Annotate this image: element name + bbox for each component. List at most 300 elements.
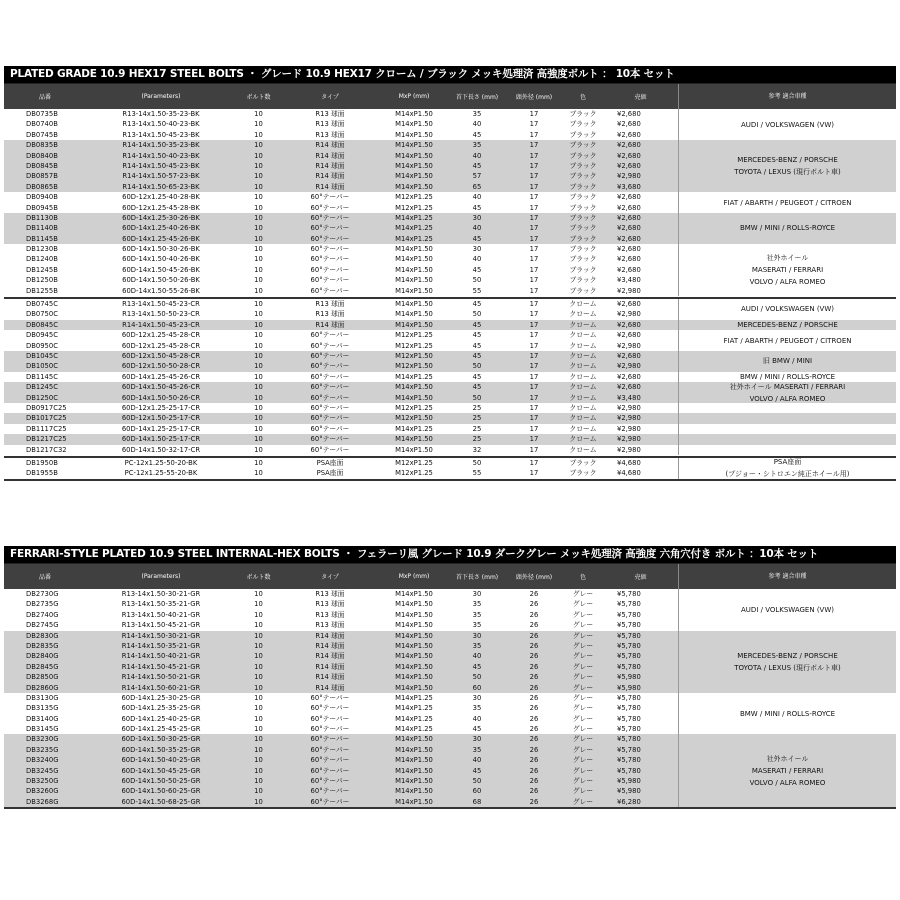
cell-part-number: DB0745C [26, 300, 58, 309]
cell-seat-type: 60°テーパー [310, 245, 350, 254]
cell-parameters: 60D-14x1.25-35-25-GR [121, 704, 201, 713]
vehicle-group [4, 382, 896, 403]
cell-hex-size: 26 [529, 714, 539, 723]
cell-length: 25 [472, 435, 482, 444]
cell-thread: M14xP1.25 [395, 234, 433, 243]
cell-parameters: 60D-14x1.25-40-26-BK [122, 224, 200, 233]
cell-hex-size: 17 [529, 224, 539, 233]
cell-finish-color: ブラック [569, 172, 597, 181]
cell-bolt-count: 10 [254, 276, 263, 285]
cell-finish-color: グレー [572, 590, 594, 598]
cell-part-number: DB0835B [26, 141, 58, 150]
cell-seat-type: R13 球面 [315, 590, 345, 598]
vehicle-label: MASERATI / FERRARI [751, 766, 824, 775]
cell-bolt-count: 10 [254, 725, 263, 734]
cell-price: ¥2,680 [617, 161, 641, 170]
cell-parameters: 60D-12x1.50-25-17-CR [121, 414, 201, 423]
cell-finish-color: ブラック [569, 120, 597, 129]
cell-length: 35 [472, 141, 482, 150]
cell-finish-color: ブラック [569, 245, 597, 254]
vehicle-group [4, 213, 896, 244]
cell-finish-color: ブラック [569, 265, 597, 274]
header-params: (Parameters) [141, 573, 181, 580]
cell-thread: M14xP1.50 [395, 265, 433, 274]
cell-bolt-count: 10 [254, 756, 263, 765]
cell-price: ¥5,780 [617, 714, 641, 723]
cell-parameters: R14-14x1.50-57-23-BK [122, 172, 200, 181]
compatible-vehicles [678, 320, 896, 330]
cell-thread: M14xP1.50 [395, 621, 433, 630]
cell-bolt-count: 10 [254, 286, 263, 295]
cell-thread: M14xP1.50 [395, 787, 433, 796]
cell-parameters: 60D-14x1.50-45-26-BK [122, 265, 200, 274]
cell-hex-size: 17 [529, 151, 539, 160]
cell-length: 45 [472, 351, 482, 360]
cell-finish-color: グレー [572, 600, 594, 609]
vehicle-group [4, 403, 896, 413]
cell-parameters: 60D-14x1.50-68-25-GR [121, 797, 201, 806]
cell-bolt-count: 10 [254, 383, 263, 392]
cell-part-number: DB1017C25 [26, 414, 67, 423]
cell-price: ¥2,980 [617, 435, 641, 444]
cell-bolt-count: 10 [254, 341, 263, 350]
cell-length: 45 [472, 300, 482, 309]
cell-length: 45 [472, 265, 482, 274]
cell-thread: M14xP1.50 [395, 120, 433, 129]
cell-seat-type: R14 球面 [315, 631, 345, 640]
cell-thread: M14xP1.25 [395, 224, 433, 233]
cell-seat-type: 60°テーパー [310, 362, 350, 371]
cell-length: 50 [472, 458, 482, 467]
cell-part-number: DB1130B [26, 213, 58, 222]
compatible-vehicles [678, 693, 896, 735]
cell-parameters: 60D-14x1.25-45-26-CR [121, 372, 201, 381]
cell-part-number: DB1240B [26, 255, 58, 264]
cell-finish-color: グレー [572, 621, 594, 630]
cell-price: ¥5,780 [617, 725, 641, 734]
cell-length: 35 [472, 641, 482, 650]
cell-length: 45 [472, 341, 482, 350]
vehicle-group [4, 424, 896, 434]
cell-thread: M14xP1.50 [395, 310, 433, 319]
cell-price: ¥2,680 [617, 351, 641, 360]
cell-bolt-count: 10 [254, 130, 263, 139]
cell-hex-size: 26 [529, 745, 539, 754]
cell-thread: M14xP1.25 [395, 372, 433, 381]
cell-bolt-count: 10 [254, 310, 263, 319]
cell-hex-size: 17 [529, 458, 539, 467]
cell-hex-size: 26 [529, 735, 539, 744]
cell-parameters: 60D-14x1.50-45-26-CR [121, 383, 201, 392]
cell-thread: M12xP1.25 [395, 203, 433, 212]
cell-price: ¥2,980 [617, 341, 641, 350]
cell-finish-color: クローム [569, 414, 597, 423]
cell-price: ¥5,980 [617, 673, 641, 682]
cell-thread: M14xP1.50 [395, 110, 433, 118]
vehicle-group [4, 413, 896, 423]
table-body [4, 109, 896, 482]
cell-thread: M14xP1.50 [395, 383, 433, 392]
cell-part-number: DB3260G [26, 787, 59, 796]
cell-hex-size: 17 [529, 182, 539, 191]
cell-part-number: DB2860G [26, 683, 59, 692]
cell-thread: M12xP1.25 [395, 341, 433, 350]
cell-thread: M14xP1.50 [395, 130, 433, 139]
compatible-vehicles [678, 299, 896, 320]
cell-bolt-count: 10 [254, 331, 263, 340]
cell-part-number: DB1255B [26, 286, 58, 295]
vehicle-group [4, 458, 896, 479]
cell-seat-type: R14 球面 [315, 683, 345, 692]
cell-parameters: 60D-14x1.50-35-25-GR [121, 745, 201, 754]
cell-bolt-count: 10 [254, 458, 263, 467]
header-price: 売価 [634, 574, 647, 581]
cell-hex-size: 17 [529, 172, 539, 181]
cell-seat-type: R14 球面 [315, 172, 345, 181]
cell-parameters: 60D-14x1.50-60-25-GR [121, 787, 201, 796]
cell-part-number: DB1230B [26, 245, 58, 254]
cell-hex-size: 17 [529, 469, 539, 478]
cell-thread: M14xP1.50 [395, 245, 433, 254]
compatible-vehicles [678, 351, 896, 372]
vehicle-group [4, 434, 896, 444]
cell-hex-size: 17 [529, 286, 539, 295]
cell-price: ¥2,680 [617, 383, 641, 392]
cell-part-number: DB1045C [26, 351, 58, 360]
cell-price: ¥5,780 [617, 641, 641, 650]
vehicle-label: VOLVO / ALFA ROMEO [749, 278, 826, 287]
cell-thread: M14xP1.50 [395, 631, 433, 640]
vehicle-group [4, 693, 896, 735]
vehicle-group [4, 192, 896, 213]
header-part: 品番 [38, 574, 51, 581]
vehicle-group [4, 589, 896, 631]
cell-bolt-count: 10 [254, 662, 263, 671]
cell-thread: M14xP1.50 [395, 777, 433, 786]
cell-seat-type: R13 球面 [315, 621, 345, 630]
cell-price: ¥5,780 [617, 704, 641, 713]
cell-bolt-count: 10 [254, 797, 263, 806]
cell-part-number: DB1250C [26, 393, 58, 402]
cell-seat-type: 60°テーパー [310, 414, 350, 423]
cell-finish-color: グレー [572, 714, 594, 723]
cell-length: 32 [472, 445, 482, 454]
cell-hex-size: 26 [529, 652, 539, 661]
header-params: (Parameters) [141, 93, 181, 100]
cell-bolt-count: 10 [254, 161, 263, 170]
cell-parameters: 60D-14x1.25-30-25-GR [121, 693, 201, 702]
cell-parameters: 60D-14x1.50-50-25-GR [121, 777, 201, 786]
cell-finish-color: ブラック [569, 224, 597, 233]
cell-parameters: R14-14x1.50-45-23-CR [122, 320, 200, 329]
cell-parameters: 60D-14x1.25-25-17-CR [121, 424, 201, 433]
cell-hex-size: 26 [529, 673, 539, 682]
cell-length: 45 [472, 320, 482, 329]
header-color: 色 [579, 94, 586, 101]
cell-finish-color: クローム [569, 351, 597, 360]
cell-bolt-count: 10 [254, 320, 263, 329]
cell-hex-size: 17 [529, 403, 539, 412]
cell-bolt-count: 10 [254, 673, 263, 682]
cell-price: ¥5,980 [617, 683, 641, 692]
cell-seat-type: 60°テーパー [310, 393, 350, 402]
compatible-vehicles [678, 403, 896, 413]
cell-length: 25 [472, 414, 482, 423]
cell-thread: M14xP1.25 [395, 704, 433, 713]
bolts-table-section-2 [4, 546, 896, 810]
cell-price: ¥5,780 [617, 652, 641, 661]
cell-length: 35 [472, 704, 482, 713]
cell-thread: M14xP1.50 [395, 652, 433, 661]
cell-price: ¥2,680 [617, 110, 641, 118]
cell-bolt-count: 10 [254, 372, 263, 381]
cell-thread: M14xP1.50 [395, 276, 433, 285]
cell-length: 40 [472, 255, 482, 264]
cell-price: ¥2,980 [617, 286, 641, 295]
cell-finish-color: クローム [569, 435, 597, 444]
vehicle-label: MERCEDES-BENZ / PORSCHE [737, 651, 838, 660]
cell-length: 55 [472, 469, 482, 478]
cell-finish-color: ブラック [569, 276, 597, 285]
cell-length: 30 [472, 213, 482, 222]
cell-parameters: 60D-14x1.50-50-26-CR [121, 393, 201, 402]
cell-thread: M14xP1.50 [395, 182, 433, 191]
vehicle-label: TOYOTA / LEXUS (現行ボルト車) [734, 168, 841, 177]
cell-hex-size: 17 [529, 141, 539, 150]
cell-price: ¥2,980 [617, 414, 641, 423]
cell-thread: M14xP1.50 [395, 141, 433, 150]
cell-length: 45 [472, 203, 482, 212]
cell-length: 40 [472, 151, 482, 160]
cell-hex-size: 26 [529, 610, 539, 619]
cell-price: ¥2,980 [617, 424, 641, 433]
cell-seat-type: R14 球面 [315, 320, 345, 329]
cell-finish-color: ブラック [569, 234, 597, 243]
vehicle-group [4, 140, 896, 192]
cell-seat-type: R14 球面 [315, 652, 345, 661]
cell-bolt-count: 10 [254, 735, 263, 744]
cell-part-number: DB2840G [26, 652, 59, 661]
cell-parameters: R14-14x1.50-40-23-BK [122, 151, 200, 160]
vehicle-label: BMW / MINI / ROLLS-ROYCE [739, 709, 836, 718]
cell-thread: M14xP1.50 [395, 756, 433, 765]
cell-finish-color: クローム [569, 393, 597, 402]
compatible-vehicles [678, 382, 896, 403]
cell-bolt-count: 10 [254, 683, 263, 692]
vehicle-group [4, 244, 896, 296]
cell-thread: M14xP1.50 [395, 255, 433, 264]
cell-parameters: 60D-12x1.50-45-28-CR [121, 351, 201, 360]
cell-bolt-count: 10 [254, 641, 263, 650]
cell-part-number: DB2730G [26, 590, 59, 598]
cell-parameters: R13-14x1.50-35-21-GR [121, 600, 201, 609]
cell-finish-color: グレー [572, 662, 594, 671]
cell-price: ¥2,980 [617, 362, 641, 371]
cell-parameters: PC-12x1.25-55-20-BK [124, 469, 198, 478]
cell-seat-type: 60°テーパー [310, 714, 350, 723]
cell-bolt-count: 10 [254, 704, 263, 713]
vehicle-label: BMW / MINI / ROLLS-ROYCE [739, 224, 836, 233]
cell-part-number: DB1117C25 [26, 424, 67, 433]
cell-parameters: R14-14x1.50-35-23-BK [122, 141, 200, 150]
cell-parameters: 60D-12x1.50-50-28-CR [121, 362, 201, 371]
compatible-vehicles [678, 589, 896, 631]
vehicle-label: FIAT / ABARTH / PEUGEOT / CITROEN [723, 198, 852, 207]
cell-bolt-count: 10 [254, 435, 263, 444]
cell-hex-size: 26 [529, 600, 539, 609]
cell-price: ¥2,680 [617, 130, 641, 139]
cell-finish-color: ブラック [569, 458, 597, 467]
vehicle-label: AUDI / VOLKSWAGEN (VW) [741, 605, 834, 614]
cell-bolt-count: 10 [254, 590, 263, 598]
cell-finish-color: クローム [569, 300, 597, 309]
cell-seat-type: 60°テーパー [310, 797, 350, 806]
cell-length: 35 [472, 745, 482, 754]
cell-thread: M12xP1.25 [395, 469, 433, 478]
cell-finish-color: グレー [572, 693, 594, 702]
cell-bolt-count: 10 [254, 193, 263, 202]
cell-hex-size: 17 [529, 276, 539, 285]
cell-length: 30 [472, 631, 482, 640]
cell-thread: M14xP1.50 [395, 172, 433, 181]
cell-price: ¥2,680 [617, 120, 641, 129]
cell-part-number: DB3250G [26, 777, 59, 786]
cell-hex-size: 17 [529, 300, 539, 309]
table-header [4, 83, 896, 109]
cell-thread: M14xP1.50 [395, 735, 433, 744]
cell-bolt-count: 10 [254, 403, 263, 412]
cell-price: ¥2,680 [617, 245, 641, 254]
cell-thread: M12xP1.25 [395, 331, 433, 340]
header-color: 色 [579, 574, 586, 581]
header-bolts: ボルト数 [246, 94, 271, 101]
cell-price: ¥3,480 [617, 393, 641, 402]
cell-length: 45 [472, 234, 482, 243]
vehicle-label: BMW / MINI / ROLLS-ROYCE [739, 372, 836, 381]
cell-finish-color: ブラック [569, 110, 597, 118]
cell-price: ¥2,680 [617, 193, 641, 202]
cell-length: 45 [472, 331, 482, 340]
cell-seat-type: 60°テーパー [310, 341, 350, 350]
cell-finish-color: ブラック [569, 255, 597, 264]
cell-parameters: R14-14x1.50-45-21-GR [121, 662, 201, 671]
cell-part-number: DB0857B [26, 172, 58, 181]
cell-hex-size: 17 [529, 383, 539, 392]
vehicle-label: AUDI / VOLKSWAGEN (VW) [741, 120, 834, 129]
cell-part-number: DB0917C25 [26, 403, 67, 412]
cell-thread: M14xP1.25 [395, 725, 433, 734]
cell-price: ¥2,680 [617, 300, 641, 309]
cell-price: ¥2,680 [617, 224, 641, 233]
cell-parameters: 60D-12x1.25-25-17-CR [121, 403, 201, 412]
cell-finish-color: グレー [572, 735, 594, 744]
cell-hex-size: 26 [529, 662, 539, 671]
cell-price: ¥6,280 [617, 797, 641, 806]
cell-price: ¥2,680 [617, 213, 641, 222]
cell-bolt-count: 10 [254, 745, 263, 754]
cell-part-number: DB3245G [26, 766, 59, 775]
cell-hex-size: 26 [529, 725, 539, 734]
cell-seat-type: 60°テーパー [310, 445, 350, 454]
cell-hex-size: 17 [529, 414, 539, 423]
table-end-rule [4, 807, 896, 810]
compatible-vehicles [678, 434, 896, 444]
header-ref: 参考 適合車種 [678, 564, 896, 590]
cell-bolt-count: 10 [254, 120, 263, 129]
cell-part-number: DB3268G [26, 797, 59, 806]
cell-part-number: DB2835G [26, 641, 59, 650]
cell-finish-color: ブラック [569, 151, 597, 160]
cell-length: 35 [472, 621, 482, 630]
cell-thread: M14xP1.50 [395, 435, 433, 444]
cell-seat-type: 60°テーパー [310, 193, 350, 202]
cell-seat-type: R14 球面 [315, 641, 345, 650]
cell-hex-size: 17 [529, 110, 539, 118]
cell-bolt-count: 10 [254, 182, 263, 191]
header-hex: 頭外径 (mm) [515, 574, 553, 581]
cell-length: 50 [472, 310, 482, 319]
cell-seat-type: R13 球面 [315, 610, 345, 619]
cell-parameters: PC-12x1.25-50-20-BK [124, 458, 198, 467]
cell-finish-color: グレー [572, 777, 594, 786]
cell-thread: M14xP1.25 [395, 714, 433, 723]
cell-length: 50 [472, 362, 482, 371]
cell-finish-color: クローム [569, 403, 597, 412]
cell-seat-type: R13 球面 [315, 310, 345, 319]
vehicle-label: VOLVO / ALFA ROMEO [749, 778, 826, 787]
header-type: タイプ [321, 574, 339, 581]
cell-hex-size: 17 [529, 362, 539, 371]
cell-length: 40 [472, 120, 482, 129]
compatible-vehicles [678, 244, 896, 296]
cell-price: ¥5,780 [617, 662, 641, 671]
compatible-vehicles [678, 734, 896, 807]
vehicle-label: TOYOTA / LEXUS (現行ボルト車) [734, 663, 841, 672]
cell-parameters: 60D-14x1.50-55-26-BK [122, 286, 200, 295]
cell-thread: M14xP1.25 [395, 213, 433, 222]
cell-bolt-count: 10 [254, 693, 263, 702]
cell-part-number: DB0945C [26, 331, 58, 340]
cell-bolt-count: 10 [254, 621, 263, 630]
cell-part-number: DB2850G [26, 673, 59, 682]
compatible-vehicles [678, 458, 896, 479]
cell-parameters: R14-14x1.50-50-21-GR [121, 673, 201, 682]
cell-seat-type: R14 球面 [315, 662, 345, 671]
cell-length: 35 [472, 110, 482, 118]
cell-finish-color: クローム [569, 445, 597, 454]
cell-length: 50 [472, 276, 482, 285]
cell-seat-type: 60°テーパー [310, 704, 350, 713]
compatible-vehicles [678, 213, 896, 244]
cell-thread: M12xP1.25 [395, 193, 433, 202]
cell-part-number: DB0735B [26, 110, 58, 118]
vehicle-label: FIAT / ABARTH / PEUGEOT / CITROEN [723, 336, 852, 345]
cell-seat-type: PSA座面 [316, 469, 344, 478]
cell-length: 68 [472, 797, 482, 806]
cell-length: 40 [472, 652, 482, 661]
cell-thread: M14xP1.50 [395, 610, 433, 619]
cell-length: 50 [472, 393, 482, 402]
cell-finish-color: ブラック [569, 130, 597, 139]
cell-parameters: R14-14x1.50-35-21-GR [121, 641, 201, 650]
cell-part-number: DB0740B [26, 120, 58, 129]
vehicle-group [4, 734, 896, 807]
cell-length: 57 [472, 172, 482, 181]
cell-seat-type: 60°テーパー [310, 224, 350, 233]
cell-price: ¥2,680 [617, 372, 641, 381]
cell-parameters: 60D-14x1.50-40-26-BK [122, 255, 200, 264]
cell-hex-size: 17 [529, 130, 539, 139]
